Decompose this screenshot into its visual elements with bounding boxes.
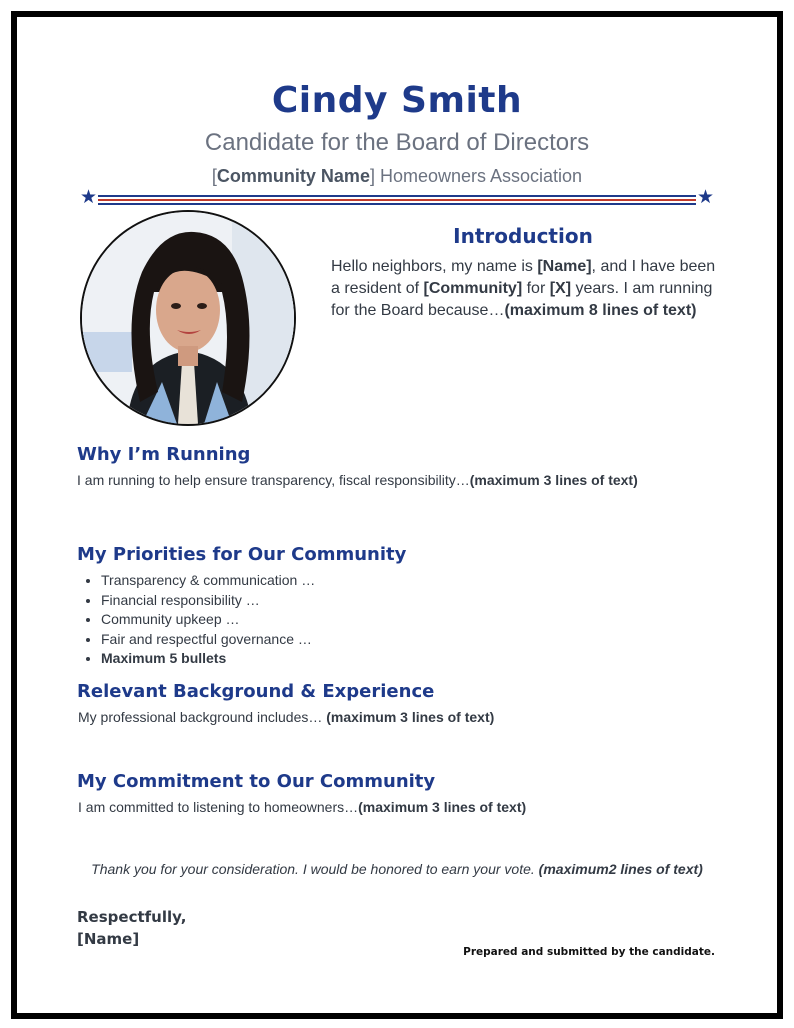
intro-community-placeholder: [Community] (423, 280, 523, 297)
intro-text-part: for (522, 280, 550, 297)
intro-text-part: , and I have been a resident of (331, 258, 716, 297)
priorities-heading: My Priorities for Our Community (77, 544, 407, 565)
assoc-close: ] (369, 166, 375, 186)
thank-you-text: Thank you for your consideration. I would be honored to earn your vote. (91, 861, 539, 877)
star-icon: ★ (696, 187, 714, 208)
community-name: Community Name (216, 166, 370, 186)
background-heading: Relevant Background & Experience (77, 681, 435, 702)
background-body: My professional background includes… (78, 709, 327, 725)
intro-text-part: years. I am running for the Board because… (331, 280, 713, 319)
bullets-limit-note: Maximum 5 bullets (101, 650, 227, 666)
divider-line (98, 195, 696, 197)
divider-line (98, 203, 696, 205)
list-item (101, 649, 315, 669)
candidate-name: Cindy Smith (271, 80, 523, 121)
signature-placeholder: [Name] (77, 930, 140, 948)
intro-name-placeholder: [Name] (537, 258, 592, 275)
list-item: • Fair and respectful governance … (101, 630, 315, 650)
why-heading: Why I’m Running (77, 444, 251, 465)
candidate-photo (80, 210, 296, 426)
prepared-by-note: Prepared and submitted by the candidate. (463, 946, 715, 958)
commitment-body: I am committed to listening to homeowners… (78, 799, 359, 815)
divider-line (98, 199, 696, 201)
assoc-rest: Homeowners Association (374, 166, 583, 186)
association-line (0, 166, 794, 187)
commitment-length-note: (maximum 3 lines of text) (358, 799, 527, 815)
why-text (77, 472, 717, 488)
assoc-open: [ (211, 166, 217, 186)
star-icon: ★ (80, 187, 98, 208)
why-length-note: (maximum 3 lines of text) (469, 472, 638, 488)
background-length-note: (maximum 3 lines of text) (326, 709, 495, 725)
intro-text (331, 256, 716, 322)
background-text (78, 709, 718, 725)
closing-block (77, 906, 186, 950)
candidate-subtitle: Candidate for the Board of Directors (204, 129, 590, 156)
priorities-list (83, 571, 315, 669)
intro-length-note: (maximum 8 lines of text) (504, 302, 697, 319)
thank-you-line (0, 861, 794, 877)
list-item: • Community upkeep … (101, 610, 315, 630)
thank-you-length-note: (maximum2 lines of text) (538, 861, 703, 877)
commitment-heading: My Commitment to Our Community (77, 771, 436, 792)
intro-heading: Introduction (453, 224, 593, 248)
list-item: • Financial responsibility … (101, 591, 315, 611)
intro-years-placeholder: [X] (549, 280, 572, 297)
closing-salutation: Respectfully, (77, 908, 187, 926)
intro-text-part: Hello neighbors, my name is (331, 258, 538, 275)
commitment-text (78, 799, 718, 815)
star-divider (80, 189, 714, 209)
list-item: • Transparency & communication … (101, 571, 315, 591)
why-body: I am running to help ensure transparency, fiscal responsibility… (77, 472, 470, 488)
